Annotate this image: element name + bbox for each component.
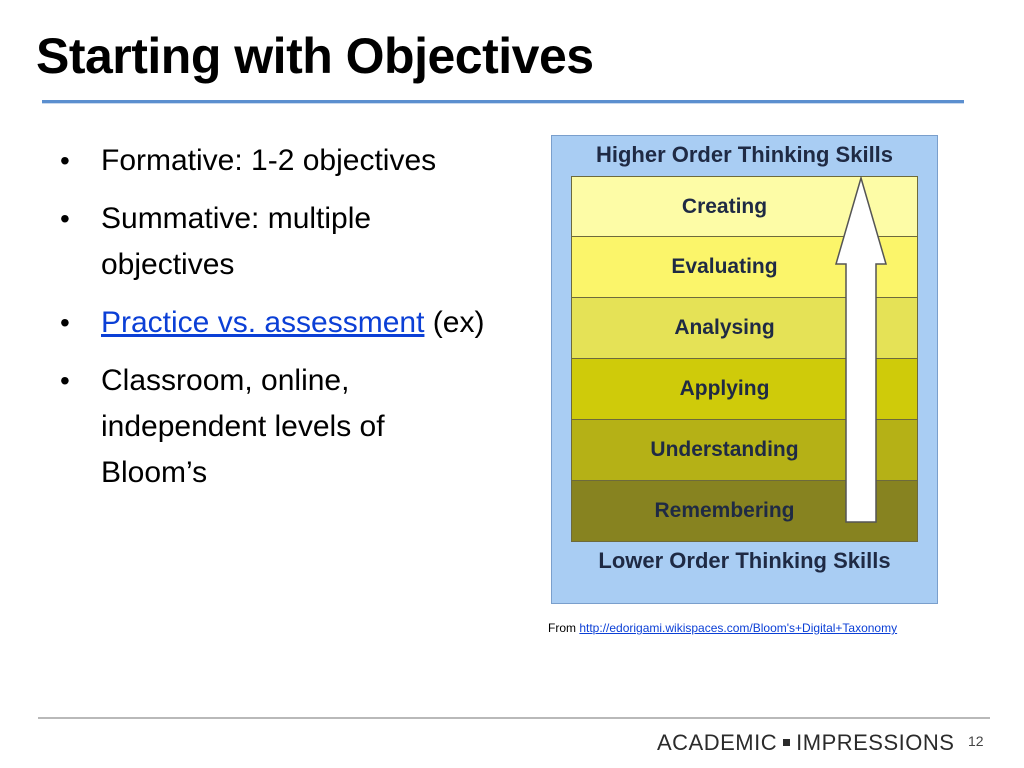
slide-title: Starting with Objectives bbox=[36, 28, 594, 84]
footer-divider bbox=[38, 717, 990, 719]
bullet-item bbox=[60, 138, 490, 184]
bullet-dot: • bbox=[60, 145, 70, 176]
up-arrow-icon bbox=[834, 176, 888, 524]
bullet-text: Summative: multiple objectives bbox=[101, 202, 372, 281]
higher-order-label: Higher Order Thinking Skills bbox=[595, 142, 894, 167]
bullet-list bbox=[60, 138, 490, 508]
bullet-item bbox=[60, 358, 490, 496]
level-label: Applying bbox=[679, 377, 770, 400]
source-link[interactable]: http://edorigami.wikispaces.com/Bloom's+Digital+Taxonomy bbox=[579, 621, 898, 635]
level-label: Analysing bbox=[674, 316, 775, 339]
bullet-text: Formative: 1-2 objectives bbox=[101, 144, 437, 177]
source-citation bbox=[548, 621, 897, 635]
level-label: Remembering bbox=[654, 499, 795, 522]
level-label: Understanding bbox=[650, 438, 799, 461]
level-label: Creating bbox=[681, 194, 768, 218]
bullet-item bbox=[60, 196, 490, 288]
bullet-dot: • bbox=[60, 307, 70, 338]
bullet-text: Classroom, online, independent levels of Bloom’s bbox=[101, 364, 385, 489]
level-label: Evaluating bbox=[671, 255, 778, 278]
bullet-dot: • bbox=[60, 365, 70, 396]
lower-order-label: Lower Order Thinking Skills bbox=[598, 548, 891, 573]
brand-right: IMPRESSIONS bbox=[796, 730, 955, 755]
practice-vs-assessment-link[interactable]: Practice vs. assessment bbox=[101, 306, 425, 339]
title-divider bbox=[42, 100, 964, 104]
bullet-item bbox=[60, 300, 490, 346]
brand-left: ACADEMIC bbox=[657, 730, 778, 755]
bullet-text: (ex) bbox=[424, 306, 485, 339]
bullet-dot: • bbox=[60, 203, 70, 234]
source-prefix: From bbox=[548, 621, 576, 635]
blooms-taxonomy-figure bbox=[551, 135, 938, 604]
page-number: 12 bbox=[968, 733, 984, 749]
brand-separator bbox=[783, 739, 790, 746]
brand-logo bbox=[657, 730, 954, 756]
